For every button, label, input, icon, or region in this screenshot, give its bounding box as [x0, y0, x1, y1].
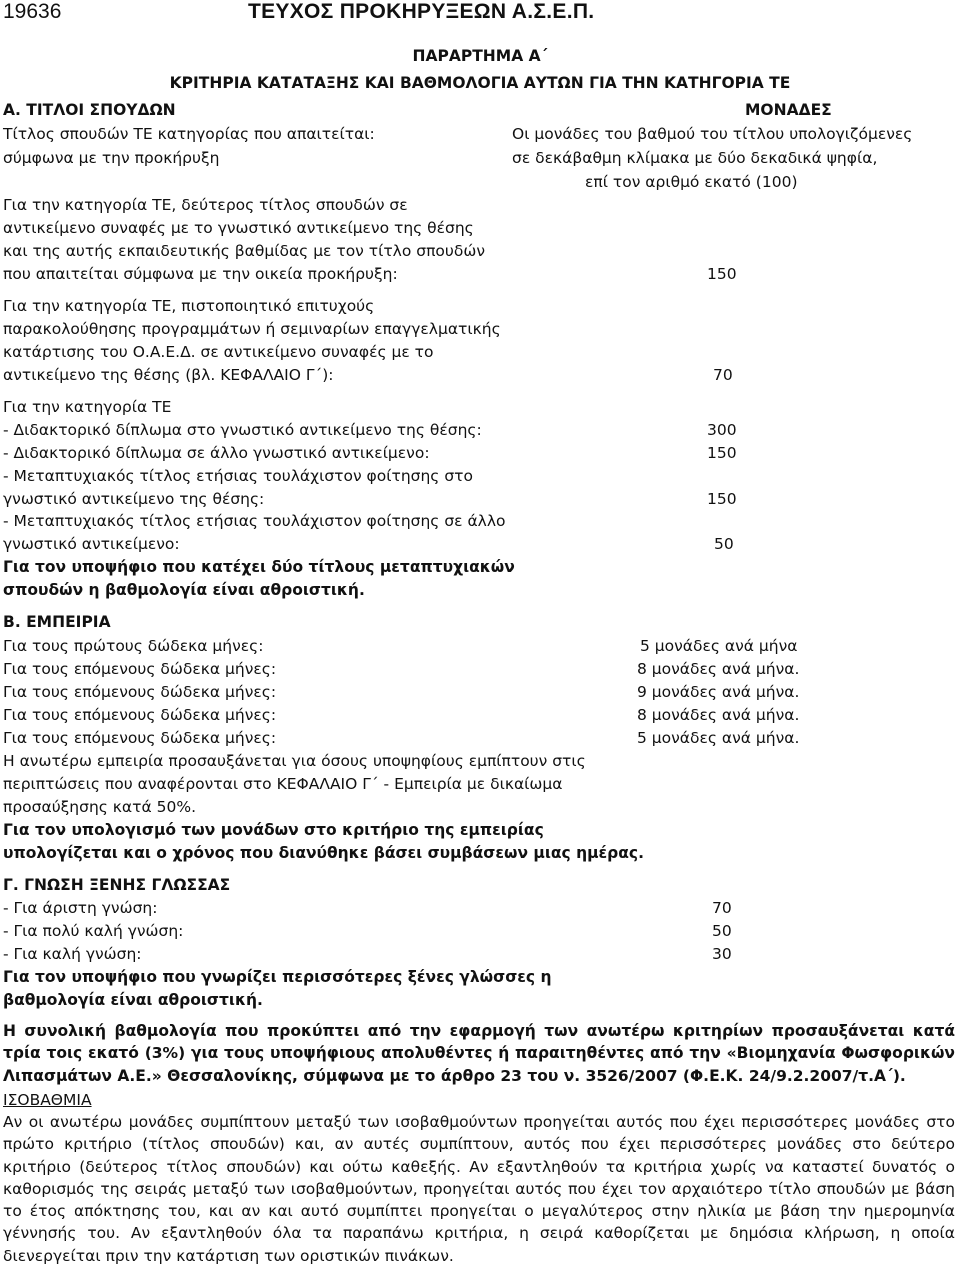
language-value: 30 — [712, 945, 732, 963]
issue-title: ΤΕΥΧΟΣ ΠΡΟΚΗΡΥΞΕΩΝ Α.Σ.Ε.Π. — [248, 0, 595, 23]
experience-note: προσαύξησης κατά 50%. — [3, 798, 197, 816]
language-label: - Για άριστη γνώση: — [3, 899, 158, 917]
experience-label: Για τους επόμενους δώδεκα μήνες: — [3, 729, 277, 747]
experience-value: 5 μονάδες ανά μήνα. — [637, 729, 800, 747]
certificate-line: παρακολούθησης προγραμμάτων ή σεμιναρίων επαγγελματικής — [3, 320, 501, 338]
te-item-line: γνωστικό αντικείμενο: — [3, 535, 180, 553]
experience-note: Η ανωτέρω εμπειρία προσαυξάνεται για όσους υποψηφίους εμπίπτουν στις — [3, 752, 586, 770]
units-intro-line: Οι μονάδες του βαθμού του τίτλου υπολογιζόμενες — [512, 125, 913, 143]
certificate-points: 70 — [713, 366, 733, 384]
te-item-points: 150 — [707, 490, 737, 508]
te-item-points: 300 — [707, 421, 737, 439]
certificate-line: αντικείμενο της θέσης (βλ. ΚΕΦΑΛΑΙΟ Γ΄): — [3, 366, 334, 384]
language-bold-note: βαθμολογία είναι αθροιστική. — [3, 991, 263, 1009]
section-c-heading: Γ. ΓΝΩΣΗ ΞΕΝΗΣ ΓΛΩΣΣΑΣ — [3, 876, 231, 894]
experience-value: 8 μονάδες ανά μήνα. — [637, 706, 800, 724]
te-item-line: - Διδακτορικό δίπλωμα σε άλλο γνωστικό αντικείμενο: — [3, 444, 430, 462]
certificate-line: Για την κατηγορία ΤΕ, πιστοποιητικό επιτυχούς — [3, 297, 375, 315]
section-a-heading: Α. ΤΙΤΛΟΙ ΣΠΟΥΔΩΝ — [3, 101, 176, 119]
second-title-line: και της αυτής εκπαιδευτικής βαθμίδας με τον τίτλο σπουδών — [3, 242, 485, 260]
tie-heading: ΙΣΟΒΑΘΜΙΑ — [3, 1091, 92, 1109]
experience-label: Για τους πρώτους δώδεκα μήνες: — [3, 637, 264, 655]
language-value: 50 — [712, 922, 732, 940]
section-a-bold-note: Για τον υποψήφιο που κατέχει δύο τίτλους μεταπτυχιακών — [3, 558, 515, 576]
experience-note: περιπτώσεις που αναφέρονται στο ΚΕΦΑΛΑΙΟ Γ΄ - Εμπειρία με δικαίωμα — [3, 775, 563, 793]
page-header — [0, 0, 960, 26]
experience-label: Για τους επόμενους δώδεκα μήνες: — [3, 683, 277, 701]
te-item-line: γνωστικό αντικείμενο της θέσης: — [3, 490, 265, 508]
te-item-line: - Μεταπτυχιακός τίτλος ετήσιας τουλάχιστον φοίτησης στο — [3, 467, 473, 485]
te-item-line: - Διδακτορικό δίπλωμα στο γνωστικό αντικείμενο της θέσης: — [3, 421, 482, 439]
experience-label: Για τους επόμενους δώδεκα μήνες: — [3, 660, 277, 678]
tie-paragraph: Αν οι ανωτέρω μονάδες συμπίπτουν μεταξύ των ισοβαθμούντων προηγείται αυτός που έχει περισσότερες μονάδες στο πρώτο κριτήριο (τίτλος σπουδών) και, αν αυτές συμπίπτουν, αυτός που έχει περισσότερες μονάδες στο δεύτερο κριτήριο (δεύτερος τίτλος σπουδών) και ούτω καθεξής. Αν εξαντληθούν τα κριτήρια χωρίς να καταστεί δυνατός ο καθορισμός της σειράς μεταξύ των ισοβαθμούντων, προηγείται αυτός που έχει τον αρχαιότερο τίτλο σπουδών με βάση το έτος απόκτησης του, και αν και αυτό συμπίπτει προηγείται ο μεγαλύτερος στην ηλικία με βάση την ημερομηνία γέννησής του. Αν εξαντληθούν όλα τα παραπάνω κριτήρια, η σειρά καθορίζεται με δημόσια κλήρωση, η οποία διενεργείται πριν την κατάρτιση των οριστικών πινάκων. — [3, 1113, 955, 1265]
bonus-paragraph: Η συνολική βαθμολογία που προκύπτει από την εφαρμογή των ανωτέρω κριτηρίων προσαυξάνεται κατά τρία τοις εκατό (3%) για τους υποψήφιους απολυθέντες ή παραιτηθέντες από την «Βιομηχανία Φωσφορικών Λιπασμάτων Α.Ε.» Θεσσαλονίκης, σύμφωνα με το άρθρο 23 του ν. 3526/2007 (Φ.Ε.Κ. 24/9.2.2007/τ.Α΄). — [3, 1022, 955, 1085]
te-heading: Για την κατηγορία ΤΕ — [3, 398, 172, 416]
units-intro-line: επί τον αριθμό εκατό (100) — [585, 173, 798, 191]
page-number: 19636 — [3, 0, 62, 23]
units-heading: ΜΟΝΑΔΕΣ — [745, 101, 832, 119]
te-item-points: 150 — [707, 444, 737, 462]
experience-bold-note: Για τον υπολογισμό των μονάδων στο κριτήριο της εμπειρίας — [3, 821, 544, 839]
te-item-line: - Μεταπτυχιακός τίτλος ετήσιας τουλάχιστον φοίτησης σε άλλο — [3, 512, 506, 530]
title-intro-line: σύμφωνα με την προκήρυξη — [3, 149, 220, 167]
certificate-line: κατάρτισης του Ο.Α.Ε.Δ. σε αντικείμενο συναφές με το — [3, 343, 434, 361]
language-label: - Για πολύ καλή γνώση: — [3, 922, 184, 940]
experience-bold-note: υπολογίζεται και ο χρόνος που διανύθηκε βάσει συμβάσεων μιας ημέρας. — [3, 844, 644, 862]
te-item-points: 50 — [714, 535, 734, 553]
second-title-line: που απαιτείται σύμφωνα με την οικεία προκήρυξη: — [3, 265, 398, 283]
experience-label: Για τους επόμενους δώδεκα μήνες: — [3, 706, 277, 724]
section-a-bold-note: σπουδών η βαθμολογία είναι αθροιστική. — [3, 581, 365, 599]
experience-value: 8 μονάδες ανά μήνα. — [637, 660, 800, 678]
language-value: 70 — [712, 899, 732, 917]
experience-value: 5 μονάδες ανά μήνα — [640, 637, 798, 655]
language-label: - Για καλή γνώση: — [3, 945, 142, 963]
experience-value: 9 μονάδες ανά μήνα. — [637, 683, 800, 701]
annex-subtitle: ΚΡΙΤΗΡΙΑ ΚΑΤΑΤΑΞΗΣ ΚΑΙ ΒΑΘΜΟΛΟΓΙΑ ΑΥΤΩΝ ΓΙΑ ΤΗΝ ΚΑΤΗΓΟΡΙΑ ΤΕ — [169, 74, 791, 92]
second-title-line: αντικείμενο συναφές με το γνωστικό αντικείμενο της θέσης — [3, 219, 474, 237]
title-intro-line: Τίτλος σπουδών ΤΕ κατηγορίας που απαιτείται: — [3, 125, 375, 143]
section-b-heading: Β. ΕΜΠΕΙΡΙΑ — [3, 613, 111, 631]
units-intro-line: σε δεκάβαθμη κλίμακα με δύο δεκαδικά ψηφία, — [512, 149, 878, 167]
second-title-points: 150 — [707, 265, 737, 283]
second-title-line: Για την κατηγορία ΤΕ, δεύτερος τίτλος σπουδών σε — [3, 196, 408, 214]
language-bold-note: Για τον υποψήφιο που γνωρίζει περισσότερες ξένες γλώσσες η — [3, 968, 552, 986]
annex-title: ΠΑΡΑΡΤΗΜΑ Α΄ — [412, 47, 548, 65]
